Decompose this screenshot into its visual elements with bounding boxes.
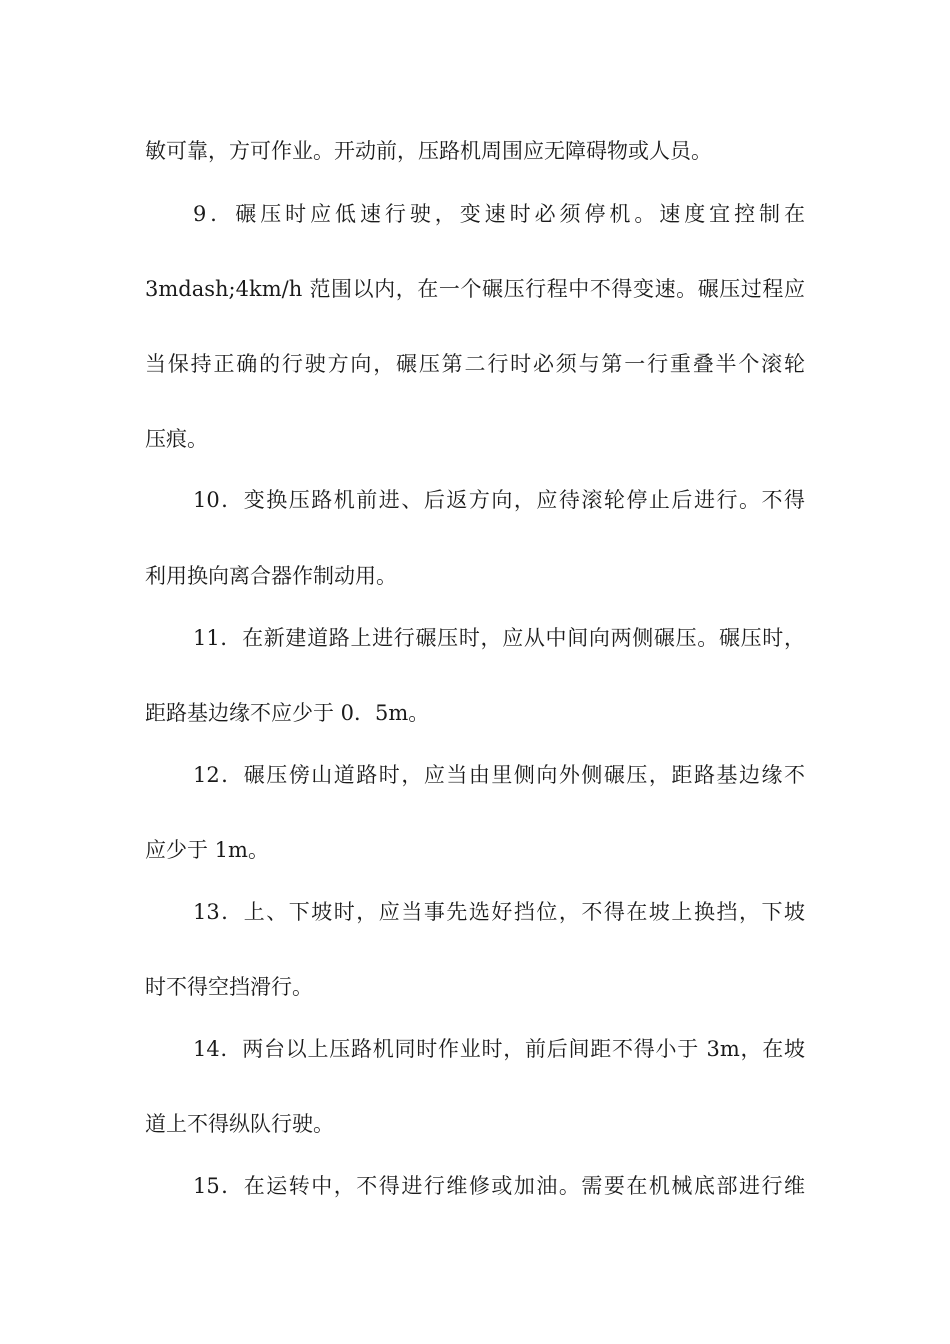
text-line: 当保持正确的行驶方向，碾压第二行时必须与第一行重叠半个滚轮: [145, 352, 805, 376]
text-line: 11．在新建道路上进行碾压时，应从中间向两侧碾压。碾压时，: [193, 626, 805, 650]
text-line: 应少于 1m。: [145, 838, 269, 862]
text-line: 9．碾压时应低速行驶，变速时必须停机。速度宜控制在: [193, 202, 805, 226]
text-line: 敏可靠，方可作业。开动前，压路机周围应无障碍物或人员。: [145, 139, 712, 163]
text-line: 道上不得纵队行驶。: [145, 1112, 334, 1136]
text-line: 10．变换压路机前进、后返方向，应待滚轮停止后进行。不得: [193, 488, 805, 512]
text-line: 12．碾压傍山道路时，应当由里侧向外侧碾压，距路基边缘不: [193, 763, 805, 787]
text-line: 14．两台以上压路机同时作业时，前后间距不得小于 3m，在坡: [193, 1037, 805, 1061]
text-line: 距路基边缘不应少于 0．5m。: [145, 701, 430, 725]
text-line: 3mdash;4km/h 范围以内，在一个碾压行程中不得变速。碾压过程应: [145, 277, 805, 301]
text-line: 13．上、下坡时，应当事先选好挡位，不得在坡上换挡，下坡: [193, 900, 805, 924]
text-line: 时不得空挡滑行。: [145, 975, 313, 999]
text-line: 15．在运转中，不得进行维修或加油。需要在机械底部进行维: [193, 1174, 805, 1198]
text-line: 压痕。: [145, 427, 208, 451]
text-line: 利用换向离合器作制动用。: [145, 564, 397, 588]
